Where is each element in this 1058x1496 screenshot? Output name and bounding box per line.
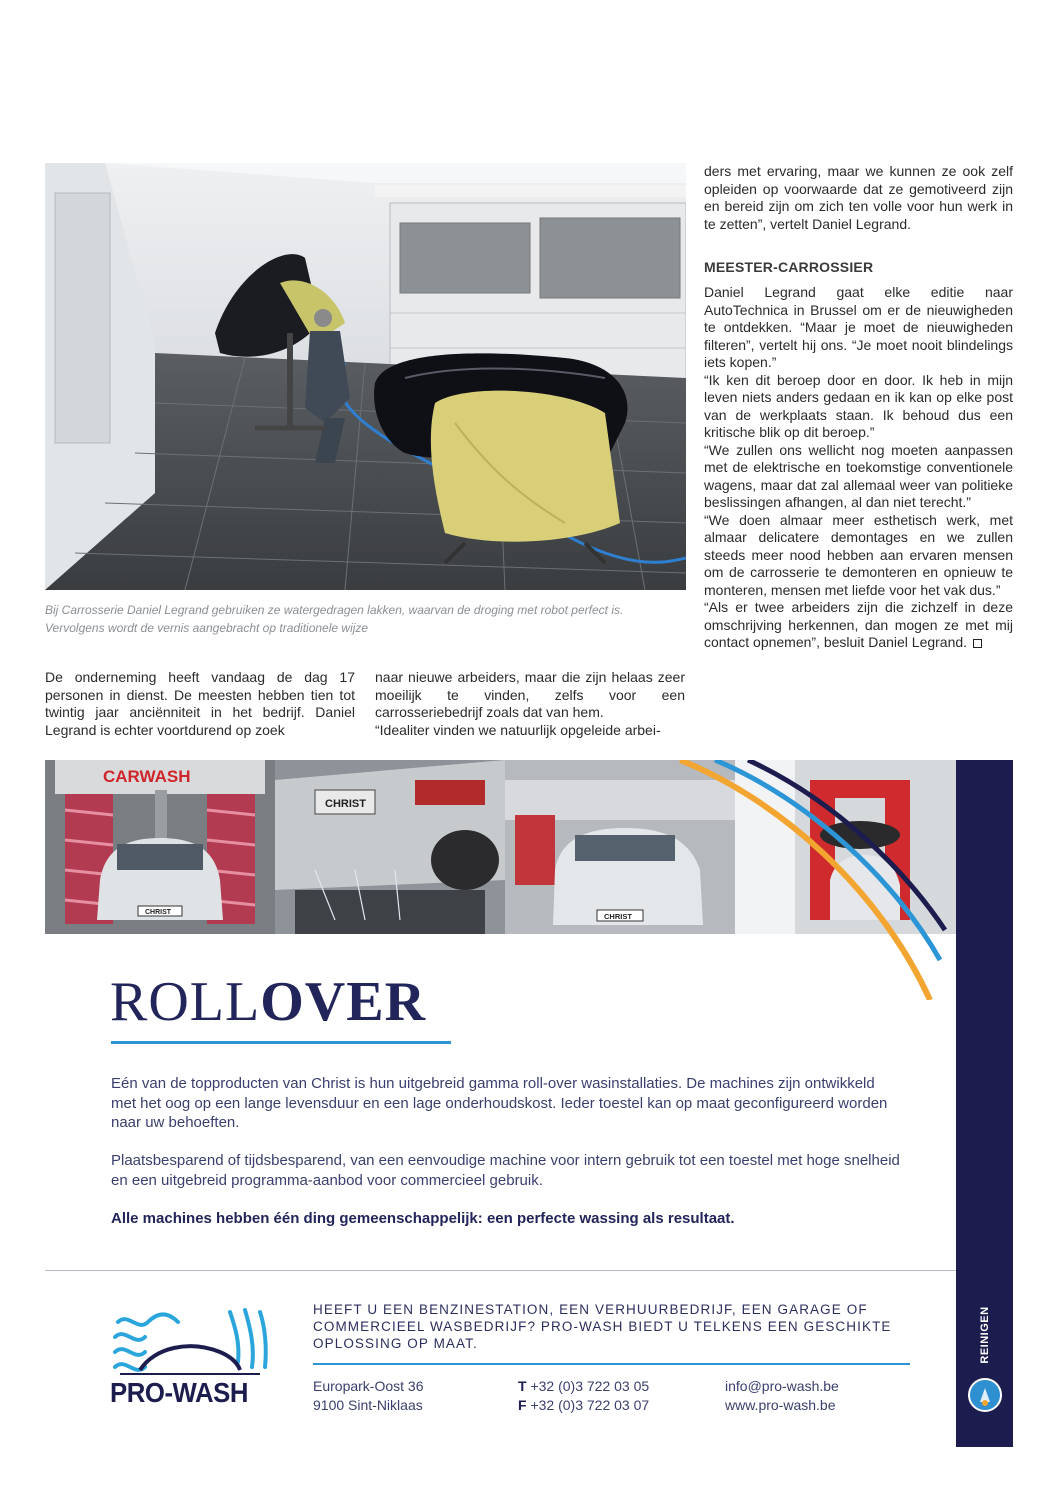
article-paragraph-last	[704, 599, 1013, 652]
decorative-arcs	[640, 760, 956, 1000]
article-subheading: MEESTER-CARROSSIER	[704, 259, 874, 275]
address-line: 9100 Sint-Niklaas	[313, 1397, 423, 1413]
article-paragraph: “We doen almaar meer esthetisch werk, met almaar delicatere demontages en we zullen steeds meer nood hebben aan ervaren mensen om de carrosserie te demonteren en opnieuw te monteren, mensen met liefde voor het vak dus.”	[704, 511, 1013, 598]
section-divider	[45, 1270, 956, 1271]
rollover-title	[110, 972, 426, 1032]
cleaning-icon	[968, 1378, 1002, 1412]
article-column-right	[704, 163, 1013, 652]
article-column-middle	[375, 669, 685, 739]
fax-label: F	[518, 1397, 527, 1413]
article-paragraph: Daniel Legrand gaat elke editie naar AutoTechnica in Brussel om er de nieuwigheden te ontdekken. “Maar je moet de nieuwigheden filteren”, vertelt hij ons. “Je moet nooit blindelings iets kopen.”	[704, 284, 1013, 370]
fax-number: +32 (0)3 722 03 07	[530, 1397, 650, 1413]
email-link[interactable]: info@pro-wash.be	[725, 1378, 839, 1394]
contact-divider	[313, 1363, 910, 1365]
title-underline	[111, 1041, 451, 1044]
article-paragraph: De onderneming heeft vandaag de dag 17 personen in dienst. De meesten hebben tien tot twintig jaar anciënniteit in het bedrijf. Daniel Legrand is echter voortdurend op zoek	[45, 669, 355, 738]
phone-number[interactable]: +32 (0)3 722 03 05	[530, 1378, 650, 1394]
section-label-text: REINIGEN	[978, 1306, 991, 1364]
bodyshop-photo	[45, 163, 686, 590]
title-light: ROLL	[110, 971, 261, 1033]
ad-paragraph: Eén van de topproducten van Christ is hun uitgebreid gamma roll-over wasinstallaties. De machines zijn ontwikkeld met het oog op een lange levensduur en een lage onderhoudskost. Ieder toestel kan op maat geconfigureerd worden naar uw behoeften.	[111, 1075, 888, 1131]
address-line: Europark-Oost 36	[313, 1378, 424, 1394]
website-link[interactable]: www.pro-wash.be	[725, 1397, 836, 1413]
section-label	[956, 1300, 1013, 1370]
photo-caption: Bij Carrosserie Daniel Legrand gebruiken ze watergedragen lakken, waarvan de droging met robot perfect is. Vervolgens wordt de vernis aangebracht op traditionele wijze	[45, 603, 624, 635]
pro-wash-tagline: HEEFT U EEN BENZINESTATION, EEN VERHUURBEDRIJF, EEN GARAGE OF COMMERCIEEL WASBEDRIJF? PRO-WASH BIEDT U TELKENS EEN GESCHIKTE OPLOSSING OP MAAT.	[313, 1302, 892, 1351]
license-plate: CHRIST	[325, 798, 366, 810]
end-mark-icon	[973, 639, 982, 648]
article-paragraph: ders met ervaring, maar we kunnen ze ook zelf opleiden op voorwaarde dat ze gemotiveerd zijn en bereid zijn om zich ten volle voor hun werk in te zetten”, vertelt Daniel Legrand.	[704, 163, 1013, 232]
article-column-left	[45, 669, 355, 739]
article-paragraph: “Ik ken dit beroep door en door. Ik heb in mijn leven niets anders gedaan en ik kan op elke post van de werkplaats staan. Ik behoud dus een kritische blik op dit beroep.”	[704, 371, 1013, 440]
carwash-brush-photo	[45, 760, 275, 934]
carwash-sign: CARWASH	[103, 767, 191, 786]
article-paragraph-text: “Als er twee arbeiders zijn die zichzelf in deze omschrijving herkennen, dan mogen ze met mij contact opnemen”, besluit Daniel Legrand.	[704, 599, 1013, 650]
article-paragraph: “We zullen ons wellicht nog moeten aanpassen met de elektrische en toekomstige conventionele wagens, maar dat zal allemaal weer van politieke beslissingen afhangen, al dan niet terecht.”	[704, 441, 1013, 510]
phone-label: T	[518, 1378, 527, 1394]
article-paragraph: naar nieuwe arbeiders, maar die zijn helaas zeer moeilijk te vinden, zelfs voor een carrosseriebedrijf zoals dat van hem.	[375, 669, 685, 720]
ad-paragraph: Plaatsbesparend of tijdsbesparend, van een eenvoudige machine voor intern gebruik tot een toestel met hoge snelheid en een uitgebreid programma-aanbod voor commercieel gebruik.	[111, 1152, 900, 1189]
title-bold: OVER	[260, 971, 427, 1033]
phone-line	[518, 1377, 649, 1396]
article-paragraph: “Idealiter vinden we natuurlijk opgeleide arbei-	[375, 721, 661, 738]
license-plate: CHRIST	[604, 912, 632, 921]
license-plate: CHRIST	[145, 909, 172, 916]
fax-line	[518, 1396, 649, 1415]
underbody-wash-photo	[275, 760, 505, 934]
logo-wordmark: PRO-WASH	[110, 1377, 248, 1408]
ad-tagline-bold: Alle machines hebben één ding gemeenschappelijk: een perfecte wassing als resultaat.	[111, 1210, 735, 1227]
